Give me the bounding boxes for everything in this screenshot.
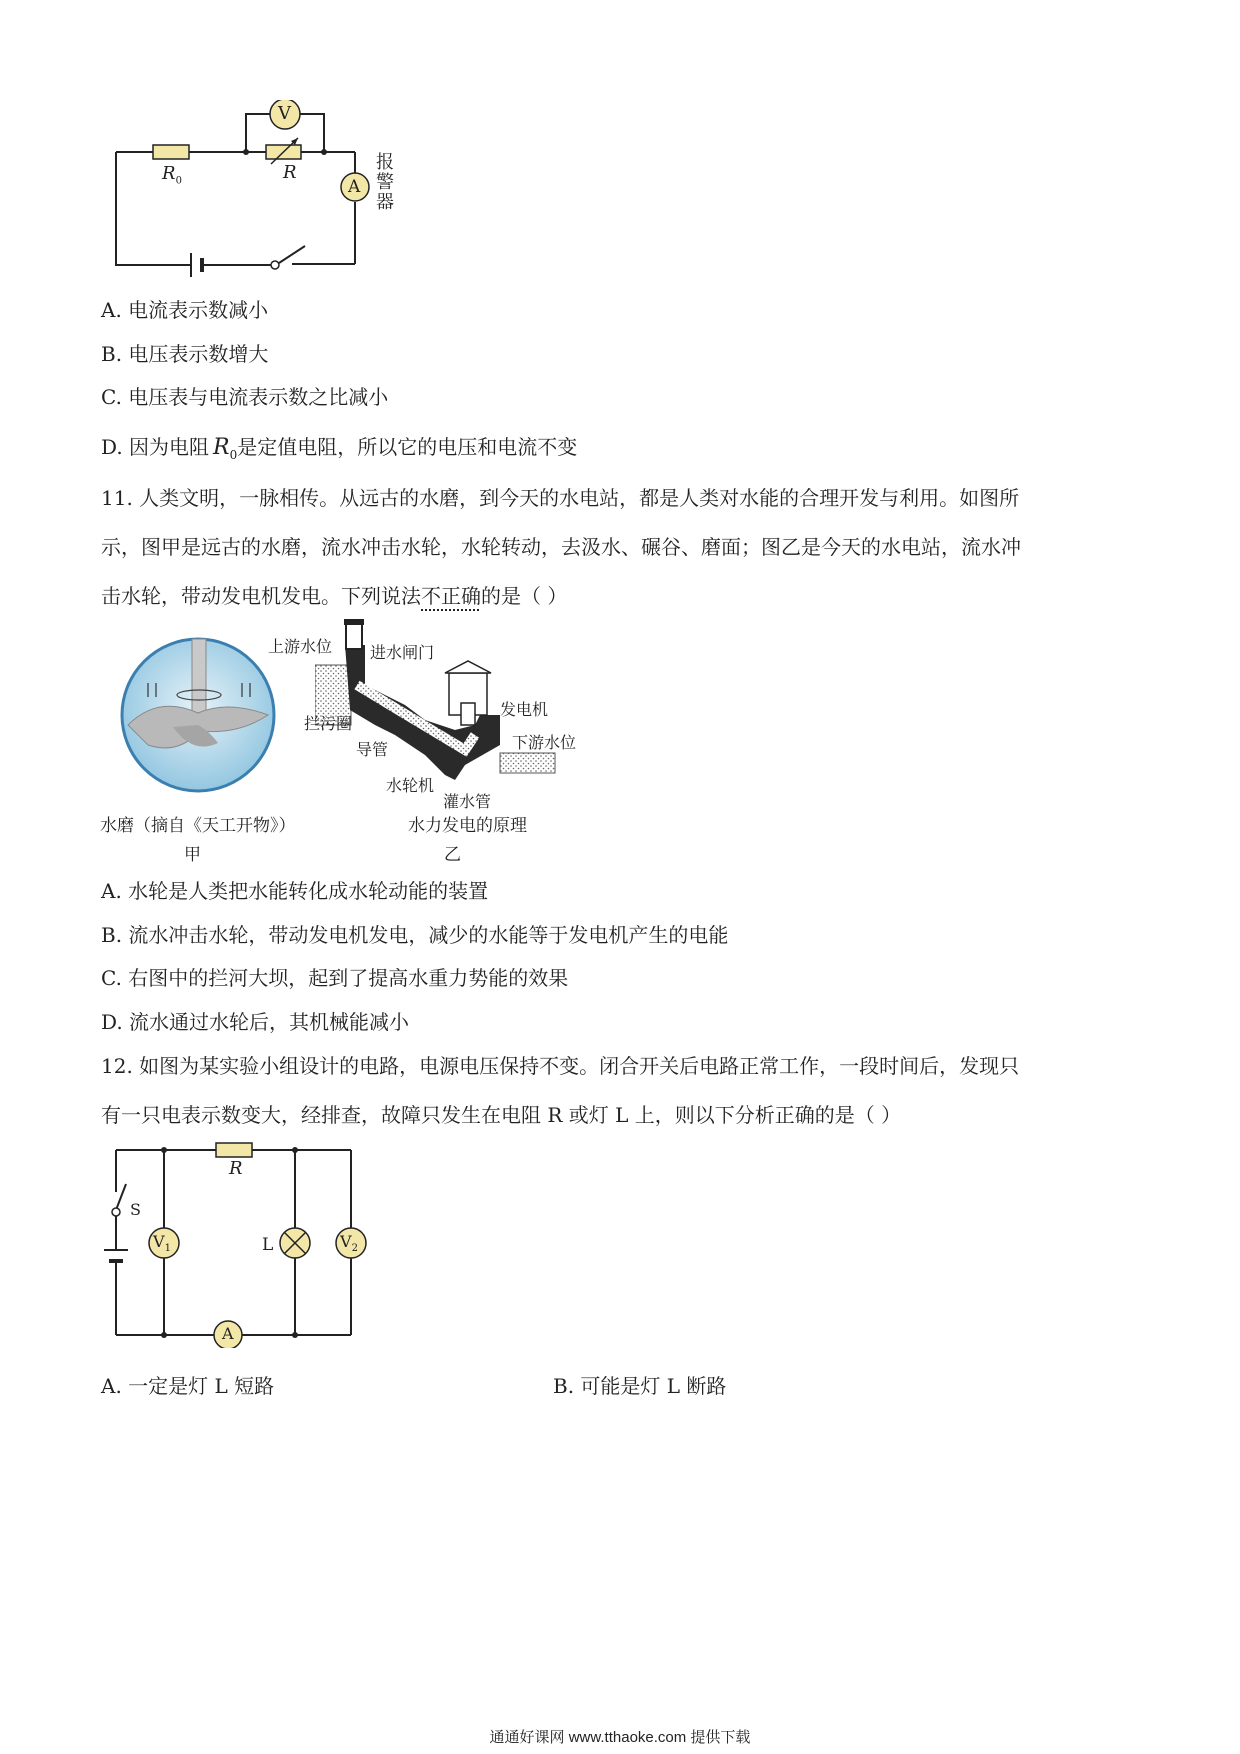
q12-option-b[interactable]: B. 可能是灯 L 断路 bbox=[553, 1374, 727, 1398]
q10-option-d[interactable] bbox=[101, 433, 577, 469]
q11-stem-line-3: 击水轮，带动发电机发电。下列说法不正确的是（ ） bbox=[101, 584, 568, 608]
q11-option-b[interactable]: B. 流水冲击水轮，带动发电机发电，减少的水能等于发电机产生的电能 bbox=[101, 923, 729, 947]
q10-option-d-post: 是定值电阻，所以它的电压和电流不变 bbox=[237, 435, 578, 459]
r0-label: $R_0$ bbox=[162, 163, 182, 187]
q12-v1-label: $V_1$ bbox=[153, 1232, 171, 1255]
q11-stem bbox=[101, 474, 1111, 621]
caption-water-mill: 水磨（摘自《天工开物》） bbox=[100, 816, 296, 836]
q11-stem-line-2: 示，图甲是远古的水磨，流水冲击水轮，水轮转动，去汲水、碾谷、磨面；图乙是今天的水电站，流水冲 bbox=[101, 535, 1021, 559]
q11-option-c[interactable]: C. 右图中的拦河大坝，起到了提高水重力势能的效果 bbox=[101, 966, 569, 990]
q11-option-d[interactable]: D. 流水通过水轮后，其机械能减小 bbox=[101, 1010, 410, 1034]
caption-jia: 甲 bbox=[184, 845, 201, 865]
page-footer: 通通好课网 www.tthaoke.com 提供下载 bbox=[489, 1729, 751, 1746]
q10-option-d-pre: D. 因为电阻 bbox=[101, 435, 210, 459]
label-turbine: 水轮机 bbox=[386, 776, 435, 795]
q12-stem-line-2: 有一只电表示数变大，经排查，故障只发生在电阻 R 或灯 L 上，则以下分析正确的是（ ） bbox=[101, 1103, 902, 1127]
q12-stem bbox=[101, 1042, 1111, 1140]
q12-option-a[interactable]: A. 一定是灯 L 短路 bbox=[101, 1374, 275, 1398]
q10-option-d-var: R bbox=[213, 435, 230, 460]
label-downstream: 下游水位 bbox=[512, 733, 577, 752]
caption-hydropower: 水力发电的原理 bbox=[408, 816, 527, 836]
q12-r-label: R bbox=[229, 1158, 243, 1179]
label-draft-tube: 灌水管 bbox=[443, 792, 492, 811]
label-trash-rack: 拦污圈 bbox=[304, 714, 353, 733]
q12-l-label: L bbox=[262, 1235, 274, 1255]
ammeter-label: A bbox=[348, 177, 361, 197]
label-generator: 发电机 bbox=[500, 700, 549, 719]
label-gate: 进水闸门 bbox=[370, 643, 435, 662]
q11-option-a[interactable]: A. 水轮是人类把水能转化成水轮动能的装置 bbox=[101, 879, 489, 903]
label-penstock: 导管 bbox=[356, 740, 389, 759]
q12-stem-line-1: 12. 如图为某实验小组设计的电路，电源电压保持不变。闭合开关后电路正常工作，一段时间后，发现只 bbox=[101, 1054, 1020, 1078]
label-upstream: 上游水位 bbox=[268, 637, 333, 656]
q11-stem-line-1: 11. 人类文明，一脉相传。从远古的水磨，到今天的水电站，都是人类对水能的合理开发与利用。如图所 bbox=[101, 486, 1020, 510]
q10-option-a[interactable]: A. 电流表示数减小 bbox=[101, 298, 269, 322]
alarm-label: 报警器 bbox=[376, 152, 394, 213]
rheostat-label: R bbox=[283, 162, 297, 183]
q10-option-c[interactable]: C. 电压表与电流表示数之比减小 bbox=[101, 385, 389, 409]
voltmeter-label: V bbox=[278, 103, 291, 124]
caption-yi: 乙 bbox=[444, 845, 461, 865]
q10-option-d-sub: 0 bbox=[229, 448, 238, 462]
q12-v2-label: $V_2$ bbox=[340, 1232, 358, 1255]
q11-emphasis: 不正确 bbox=[421, 584, 481, 608]
water-mill-image bbox=[118, 635, 278, 795]
q10-option-b[interactable]: B. 电压表示数增大 bbox=[101, 342, 269, 366]
q12-s-label: S bbox=[130, 1200, 141, 1219]
q12-ammeter-label: A bbox=[222, 1324, 234, 1343]
